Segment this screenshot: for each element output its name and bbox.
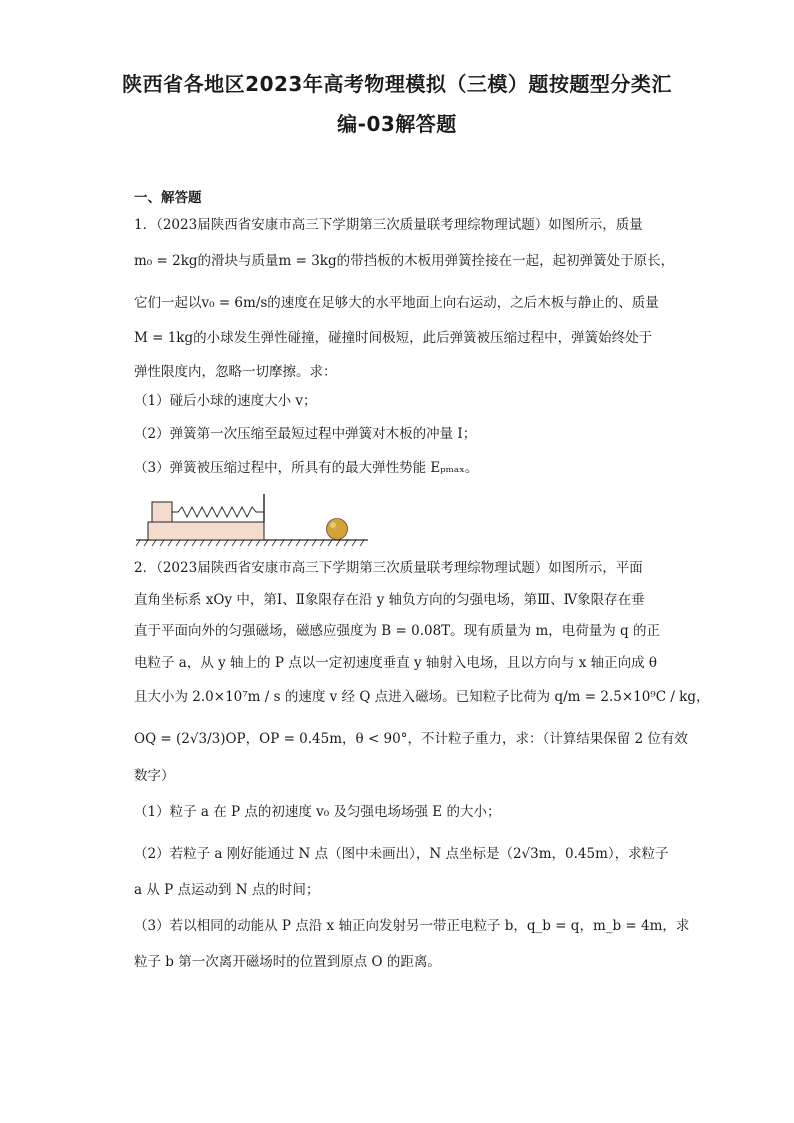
q1-line5: 弹性限度内，忽略一切摩擦。求：	[134, 364, 337, 380]
doc-title-line1: 陕西省各地区2023年高考物理模拟（三模）题按题型分类汇	[122, 72, 672, 96]
q2-part2-line2: a 从 P 点运动到 N 点的时间；	[134, 882, 320, 898]
q2-part1: （1）粒子 a 在 P 点的初速度 v₀ 及匀强电场场强 E 的大小；	[134, 804, 501, 820]
q1-line2: m₀ = 2kg的滑块与质量m = 3kg的带挡板的木板用弹簧拴接在一起，起初弹簧处于原长，	[134, 253, 675, 269]
ball-highlight	[330, 522, 336, 528]
q2-line6: OQ = (2√3/3)OP，OP = 0.45m，θ < 90°，不计粒子重力，求：（计算结果保留 2 位有效	[134, 731, 688, 747]
q1-part2: （2）弹簧第一次压缩至最短过程中弹簧对木板的冲量 I；	[134, 426, 477, 442]
q1-line1: 1．（2023届陕西省安康市高三下学期第三次质量联考理综物理试题）如图所示，质量	[134, 217, 643, 233]
q2-line7: 数字）	[134, 768, 175, 784]
slider-block	[152, 502, 172, 522]
q1-part1: （1）碰后小球的速度大小 v；	[134, 393, 317, 409]
q2-line2: 直角坐标系 xOy 中，第Ⅰ、Ⅱ象限存在沿 y 轴负方向的匀强电场，第Ⅲ、Ⅳ象限存在垂	[134, 592, 645, 608]
q1-line4: M = 1kg的小球发生弹性碰撞，碰撞时间极短，此后弹簧被压缩过程中，弹簧始终处于	[134, 330, 653, 346]
q1-figure	[134, 488, 374, 548]
q2-line5: 且大小为 2.0×10⁷m / s 的速度 v 经 Q 点进入磁场。已知粒子比荷为 q/m = 2.5×10⁹C / kg，	[134, 689, 710, 705]
q2-line4: 电粒子 a，从 y 轴上的 P 点以一定初速度垂直 y 轴射入电场，且以方向与 x 轴正向成 θ	[134, 655, 658, 671]
ball	[327, 519, 348, 540]
doc-title-line2: 编-03解答题	[337, 112, 457, 136]
q1-line3: 它们一起以v₀ = 6m/s的速度在足够大的水平地面上向右运动，之后木板与静止的、质量	[134, 295, 659, 311]
q2-line1: 2．（2023届陕西省安康市高三下学期第三次质量联考理综物理试题）如图所示，平面	[134, 560, 643, 576]
q2-part3-line2: 粒子 b 第一次离开磁场时的位置到原点 O 的距离。	[134, 954, 441, 970]
section-heading: 一、解答题	[134, 190, 202, 206]
spring	[172, 507, 264, 517]
ground-hatching	[136, 540, 364, 546]
q1-part3: （3）弹簧被压缩过程中，所具有的最大弹性势能 Eₚₘₐₓ。	[134, 460, 479, 476]
q2-line3: 直于平面向外的匀强磁场，磁感应强度为 B = 0.08T。现有质量为 m，电荷量为 q 的正	[134, 623, 660, 639]
q2-part2-line1: （2）若粒子 a 刚好能通过 N 点（图中未画出），N 点坐标是（2√3m，0.45m），求粒子	[134, 846, 669, 862]
q2-part3-line1: （3）若以相同的动能从 P 点沿 x 轴正向发射另一带正电粒子 b，q_b = q，m_b = 4m，求	[134, 918, 690, 934]
board	[148, 522, 264, 540]
